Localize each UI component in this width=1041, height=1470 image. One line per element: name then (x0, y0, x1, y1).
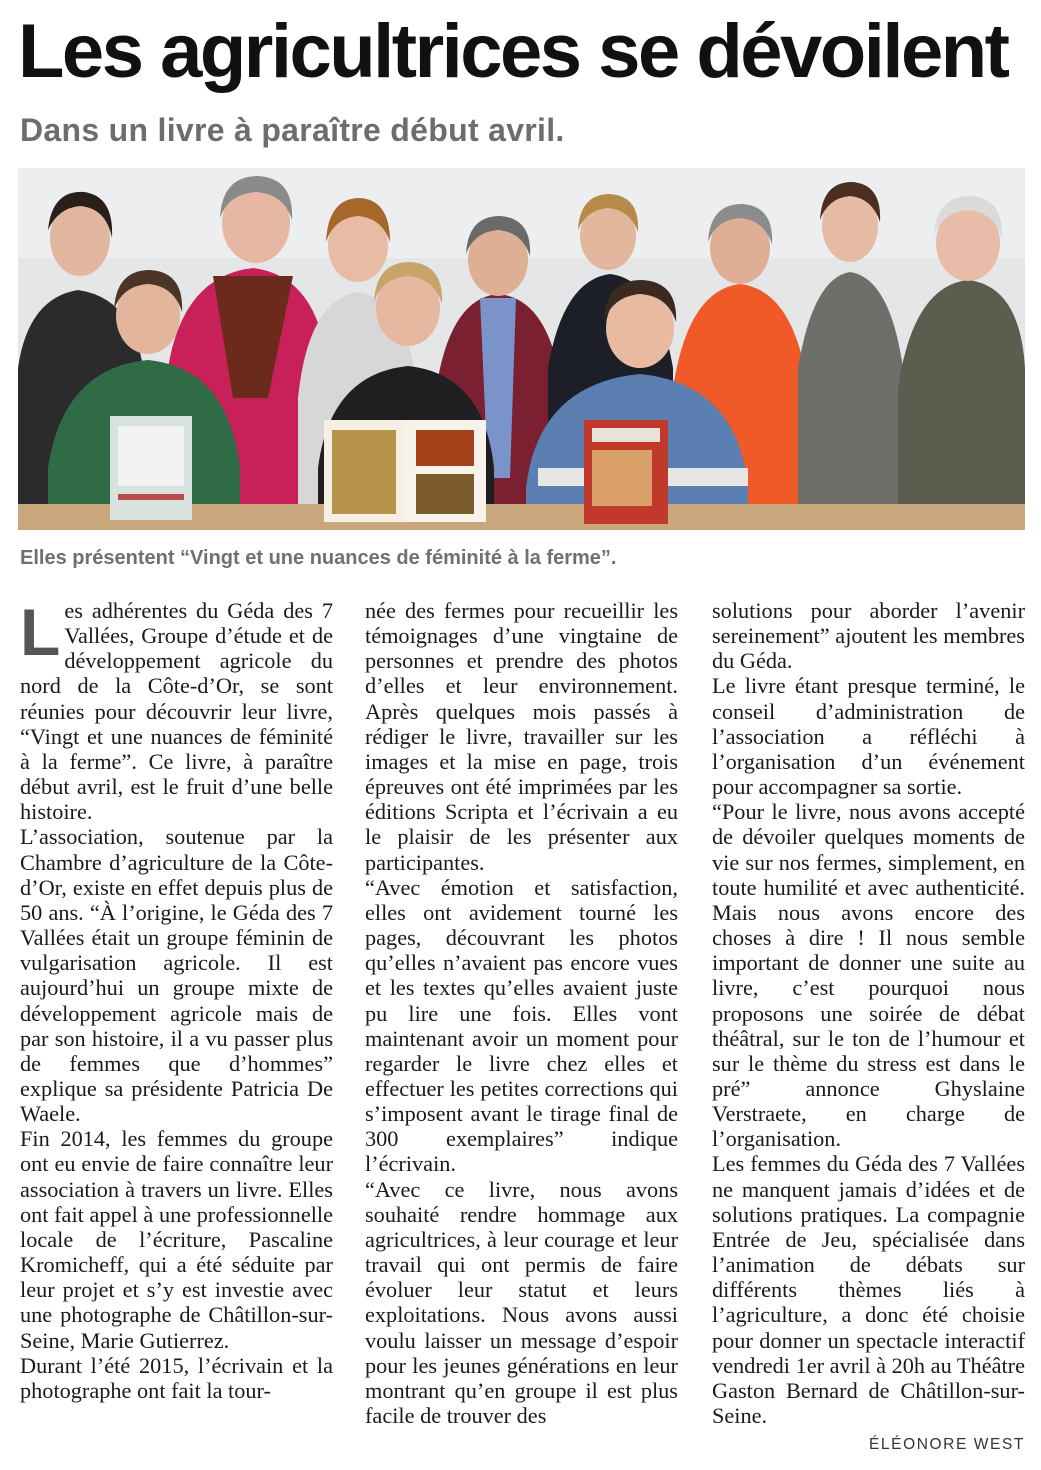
author-byline: ÉLÉONORE WEST (868, 1436, 1025, 1453)
headline: Les agricultrices se dévoilent (18, 9, 1008, 94)
group-photo (18, 168, 1025, 530)
paragraph: “Pour le livre, nous avons accepté de dévoiler quelques moments de vie sur nos fermes, simplement, en toute humilité et avec authenticité. Mais nous avons encore des choses à dire ! Il nous semble important de donner une suite au livre, c’est pourquoi nous proposons une soirée de débat théâtral, sur le ton de l’humour et sur le thème du stress est dans le pré” annonce Ghyslaine Verstraete, en charge de l’organisation. (712, 799, 1025, 1152)
book-open (324, 420, 486, 522)
paragraph-intro-text: es adhérentes du Géda des 7 Vallées, Groupe d’étude et de développement agricole du nord de la Côte-d’Or, se sont réunies pour découvrir leur livre, “Vingt et une nuances de féminité à la ferme”. Ce livre, à paraître début avril, est le fruit d’une belle histoire. (20, 598, 333, 825)
paragraph: “Avec émotion et satisfaction, elles ont avidement tourné les pages, découvrant les photos qu’elles n’avaient pas encore vues et les textes qu’elles avaient juste pu lire une fois. Elles vont maintenant avoir un moment pour regarder le livre chez elles et effectuer les petites corrections qui s’imposent avant le tirage final de 300 exemplaires” indique l’écrivain. (365, 874, 678, 1177)
paragraph-intro (20, 595, 333, 825)
drop-cap: L (20, 595, 61, 669)
book-left (110, 416, 192, 520)
paragraph: Les femmes du Géda des 7 Vallées ne manquent jamais d’idées et de solutions pratiques. La compagnie Entrée de Jeu, spécialisée dans l’animation de débats sur différents thèmes liés à l’agriculture, a donc été choisie pour donner un spectacle interactif vendredi 1er avril à 20h au Théâtre Gaston Bernard de Châtillon-sur-Seine. (712, 1151, 1025, 1428)
subheadline: Dans un livre à paraître début avril. (20, 112, 565, 148)
paragraph: solutions pour aborder l’avenir sereinement” ajoutent les membres du Géda. (712, 598, 1025, 674)
paragraph: Fin 2014, les femmes du groupe ont eu envie de faire connaître leur association à travers un livre. Elles ont fait appel à une professionnelle locale de l’écriture, Pascaline Kromicheff, qui a été séduite par leur projet et s’y est investie avec une photographe de Châtillon-sur-Seine, Marie Gutierrez. (20, 1126, 333, 1353)
paragraph: L’association, soutenue par la Chambre d’agriculture de la Côte-d’Or, existe en effet depuis plus de 50 ans. “À l’origine, le Géda des 7 Vallées était un groupe féminin de vulgarisation agricole. Il est aujourd’hui un groupe mixte de développement agricole mais de par son histoire, il a vu passer plus de femmes que d’hommes” explique sa présidente Patricia De Waele. (20, 824, 333, 1127)
article-column-3 (712, 598, 1025, 1428)
photo-caption: Elles présentent “Vingt et une nuances de féminité à la ferme”. (20, 547, 617, 569)
article-column-1 (20, 595, 333, 1403)
book-right (584, 420, 668, 524)
paragraph: née des fermes pour recueillir les témoignages d’une vingtaine de personnes et prendre des photos d’elles et leur environnement. Après quelques mois passés à rédiger le livre, travailler sur les images et la mise en page, trois épreuves ont été imprimées par les éditions Scripta et l’écrivain a eu le plaisir de les présenter aux participantes. (365, 598, 678, 875)
paragraph: “Avec ce livre, nous avons souhaité rendre hommage aux agricultrices, à leur courage et leur travail qui ont permis de faire évoluer leur statut et leurs exploitations. Nous avons aussi voulu laisser un message d’espoir pour les jeunes générations en leur montrant qu’en groupe il est plus facile de trouver des (365, 1176, 678, 1428)
article-column-2 (365, 598, 678, 1428)
paragraph: Durant l’été 2015, l’écrivain et la photographe ont fait la tour- (20, 1352, 333, 1403)
paragraph: Le livre étant presque terminé, le conseil d’administration de l’association a réfléchi à l’organisation d’un événement pour accompagner sa sortie. (712, 673, 1025, 800)
